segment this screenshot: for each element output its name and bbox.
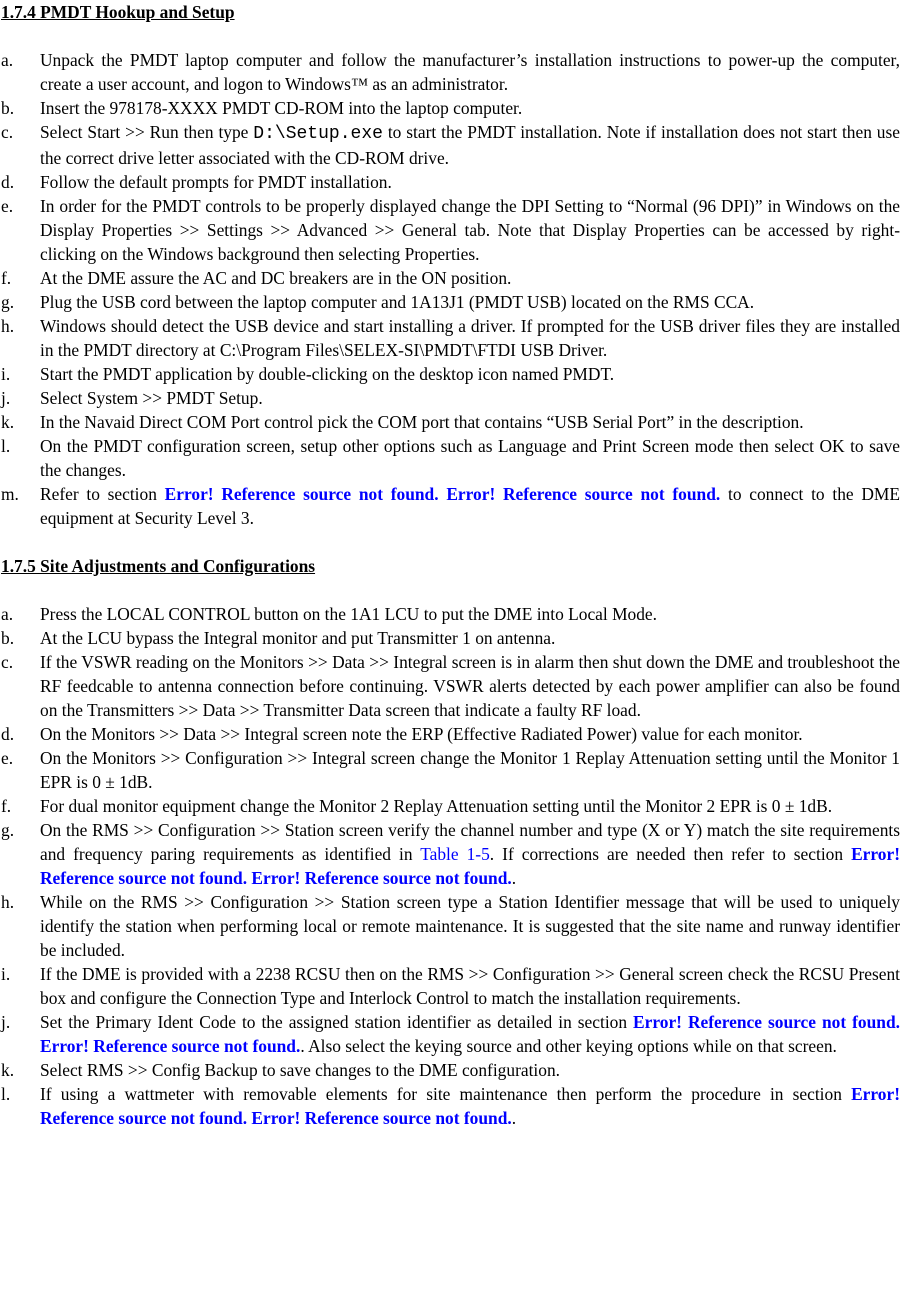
item-text-post: to start the PMDT installation. Note if installation does not start then use the correct drive letter associated with the CD-ROM drive. [40, 122, 900, 168]
item-marker: g. [1, 292, 15, 312]
item-marker: f. [1, 796, 12, 816]
item-text: Plug the USB cord between the laptop computer and 1A13J1 (PMDT USB) located on the RMS CCA. [40, 292, 755, 312]
item-text-post: . Also select the keying source and other keying options while on that screen. [300, 1036, 837, 1056]
item-text-pre: Select Start >> Run then type [40, 122, 254, 142]
list-item [1, 482, 900, 530]
broken-reference-link[interactable]: Error! Reference source not found. Error! Reference source not found. [40, 1084, 900, 1128]
broken-reference-link[interactable]: Error! Reference source not found. Error! Reference source not found. [40, 844, 900, 888]
item-text: At the DME assure the AC and DC breakers are in the ON position. [40, 268, 512, 288]
item-text-post: . [511, 868, 517, 888]
table-reference-link[interactable]: Table 1-5 [420, 844, 490, 864]
item-marker: i. [1, 364, 11, 384]
item-marker: a. [1, 50, 14, 70]
list-item [1, 650, 900, 722]
item-marker: a. [1, 604, 14, 624]
item-text: Select System >> PMDT Setup. [40, 388, 263, 408]
item-text: Start the PMDT application by double-clicking on the desktop icon named PMDT. [40, 364, 615, 384]
list-item [1, 602, 900, 626]
item-text: In order for the PMDT controls to be properly displayed change the DPI Setting to “Normal (96 DPI)” in Windows on the Display Properties >> Settings >> Advanced >> General tab. Note that Display Properties can be accessed by right-clicking on the Windows background then selecting Properties. [40, 196, 900, 264]
item-text: Follow the default prompts for PMDT installation. [40, 172, 392, 192]
item-text: If the VSWR reading on the Monitors >> Data >> Integral screen is in alarm then shut down the DME and troubleshoot the RF feedcable to antenna connection before continuing. VSWR alerts detected by each power amplifier can also be found on the Transmitters >> Data >> Transmitter Data screen that indicate a faulty RF load. [40, 652, 900, 720]
item-text: On the Monitors >> Configuration >> Integral screen change the Monitor 1 Replay Attenuation setting until the Monitor 1 EPR is 0 ± 1dB. [40, 748, 900, 792]
setup-command: D:\Setup.exe [253, 124, 383, 144]
item-text: At the LCU bypass the Integral monitor and put Transmitter 1 on antenna. [40, 628, 556, 648]
item-marker: g. [1, 820, 15, 840]
item-marker: m. [1, 484, 19, 504]
section-heading-site-adjustments: 1.7.5 Site Adjustments and Configurations [1, 556, 316, 576]
broken-reference-link[interactable]: Error! Reference source not found. Error! Reference source not found. [40, 1012, 900, 1056]
item-text-mid: . If corrections are needed then refer to section [489, 844, 852, 864]
item-marker: d. [1, 724, 15, 744]
broken-reference-link[interactable]: Error! Reference source not found. Error! Reference source not found. [164, 484, 721, 504]
item-marker: c. [1, 652, 14, 672]
item-text: If the DME is provided with a 2238 RCSU then on the RMS >> Configuration >> General screen check the RCSU Present box and configure the Connection Type and Interlock Control to match the installation requirements. [40, 964, 900, 1008]
list-item [1, 722, 900, 746]
item-text-pre: Refer to section [40, 484, 165, 504]
item-text-pre: Set the Primary Ident Code to the assigned station identifier as detailed in section [40, 1012, 634, 1032]
item-marker: l. [1, 436, 11, 456]
item-text: For dual monitor equipment change the Monitor 2 Replay Attenuation setting until the Monitor 2 EPR is 0 ± 1dB. [40, 796, 833, 816]
list-item [1, 266, 900, 290]
item-text: Select RMS >> Config Backup to save changes to the DME configuration. [40, 1060, 560, 1080]
site-adjustment-steps [1, 602, 900, 1130]
list-item [1, 890, 900, 962]
list-item [1, 362, 900, 386]
list-item [1, 410, 900, 434]
item-text: On the Monitors >> Data >> Integral screen note the ERP (Effective Radiated Power) value for each monitor. [40, 724, 803, 744]
list-item [1, 314, 900, 362]
item-text-post: . [511, 1108, 517, 1128]
item-marker: e. [1, 748, 14, 768]
item-marker: b. [1, 628, 15, 648]
list-item [1, 290, 900, 314]
list-item [1, 962, 900, 1010]
list-item [1, 1082, 900, 1130]
list-item [1, 746, 900, 794]
item-text-pre: On the RMS >> Configuration >> Station screen verify the channel number and type (X or Y) match the site requirements and frequency paring requirements as identified in [40, 820, 900, 864]
list-item [1, 120, 900, 170]
item-text: On the PMDT configuration screen, setup other options such as Language and Print Screen mode then select OK to save the changes. [40, 436, 900, 480]
item-text-post: to connect to the DME equipment at Security Level 3. [40, 484, 901, 528]
list-item [1, 386, 900, 410]
list-item [1, 170, 900, 194]
item-marker: j. [1, 388, 11, 408]
list-item [1, 1058, 900, 1082]
item-marker: h. [1, 892, 15, 912]
list-item [1, 818, 900, 890]
item-marker: f. [1, 268, 12, 288]
item-marker: k. [1, 412, 15, 432]
item-text: Press the LOCAL CONTROL button on the 1A1 LCU to put the DME into Local Mode. [40, 604, 657, 624]
item-text: Insert the 978178-XXXX PMDT CD-ROM into the laptop computer. [40, 98, 523, 118]
item-marker: i. [1, 964, 11, 984]
pmdt-setup-steps [1, 48, 900, 530]
item-marker: d. [1, 172, 15, 192]
list-item [1, 794, 900, 818]
item-marker: k. [1, 1060, 15, 1080]
item-text: Unpack the PMDT laptop computer and follow the manufacturer’s installation instructions to power-up the computer, create a user account, and logon to Windows™ as an administrator. [40, 50, 900, 94]
item-marker: b. [1, 98, 15, 118]
list-item [1, 96, 900, 120]
item-marker: e. [1, 196, 14, 216]
list-item [1, 48, 900, 96]
item-marker: j. [1, 1012, 11, 1032]
item-marker: l. [1, 1084, 11, 1104]
item-text: In the Navaid Direct COM Port control pick the COM port that contains “USB Serial Port” in the description. [40, 412, 804, 432]
item-marker: c. [1, 122, 14, 142]
list-item [1, 626, 900, 650]
item-text: Windows should detect the USB device and start installing a driver. If prompted for the USB driver files they are installed in the PMDT directory at C:\Program Files\SELEX-SI\PMDT\FTDI USB Driver. [40, 316, 900, 360]
item-text: While on the RMS >> Configuration >> Station screen type a Station Identifier message that will be used to uniquely identify the station when performing local or remote maintenance. It is suggested that the site name and runway identifier be included. [40, 892, 900, 960]
list-item [1, 434, 900, 482]
item-text-pre: If using a wattmeter with removable elements for site maintenance then perform the procedure in section [40, 1084, 852, 1104]
item-marker: h. [1, 316, 15, 336]
list-item [1, 194, 900, 266]
section-heading-pmdt-hookup: 1.7.4 PMDT Hookup and Setup [1, 2, 235, 22]
list-item [1, 1010, 900, 1058]
